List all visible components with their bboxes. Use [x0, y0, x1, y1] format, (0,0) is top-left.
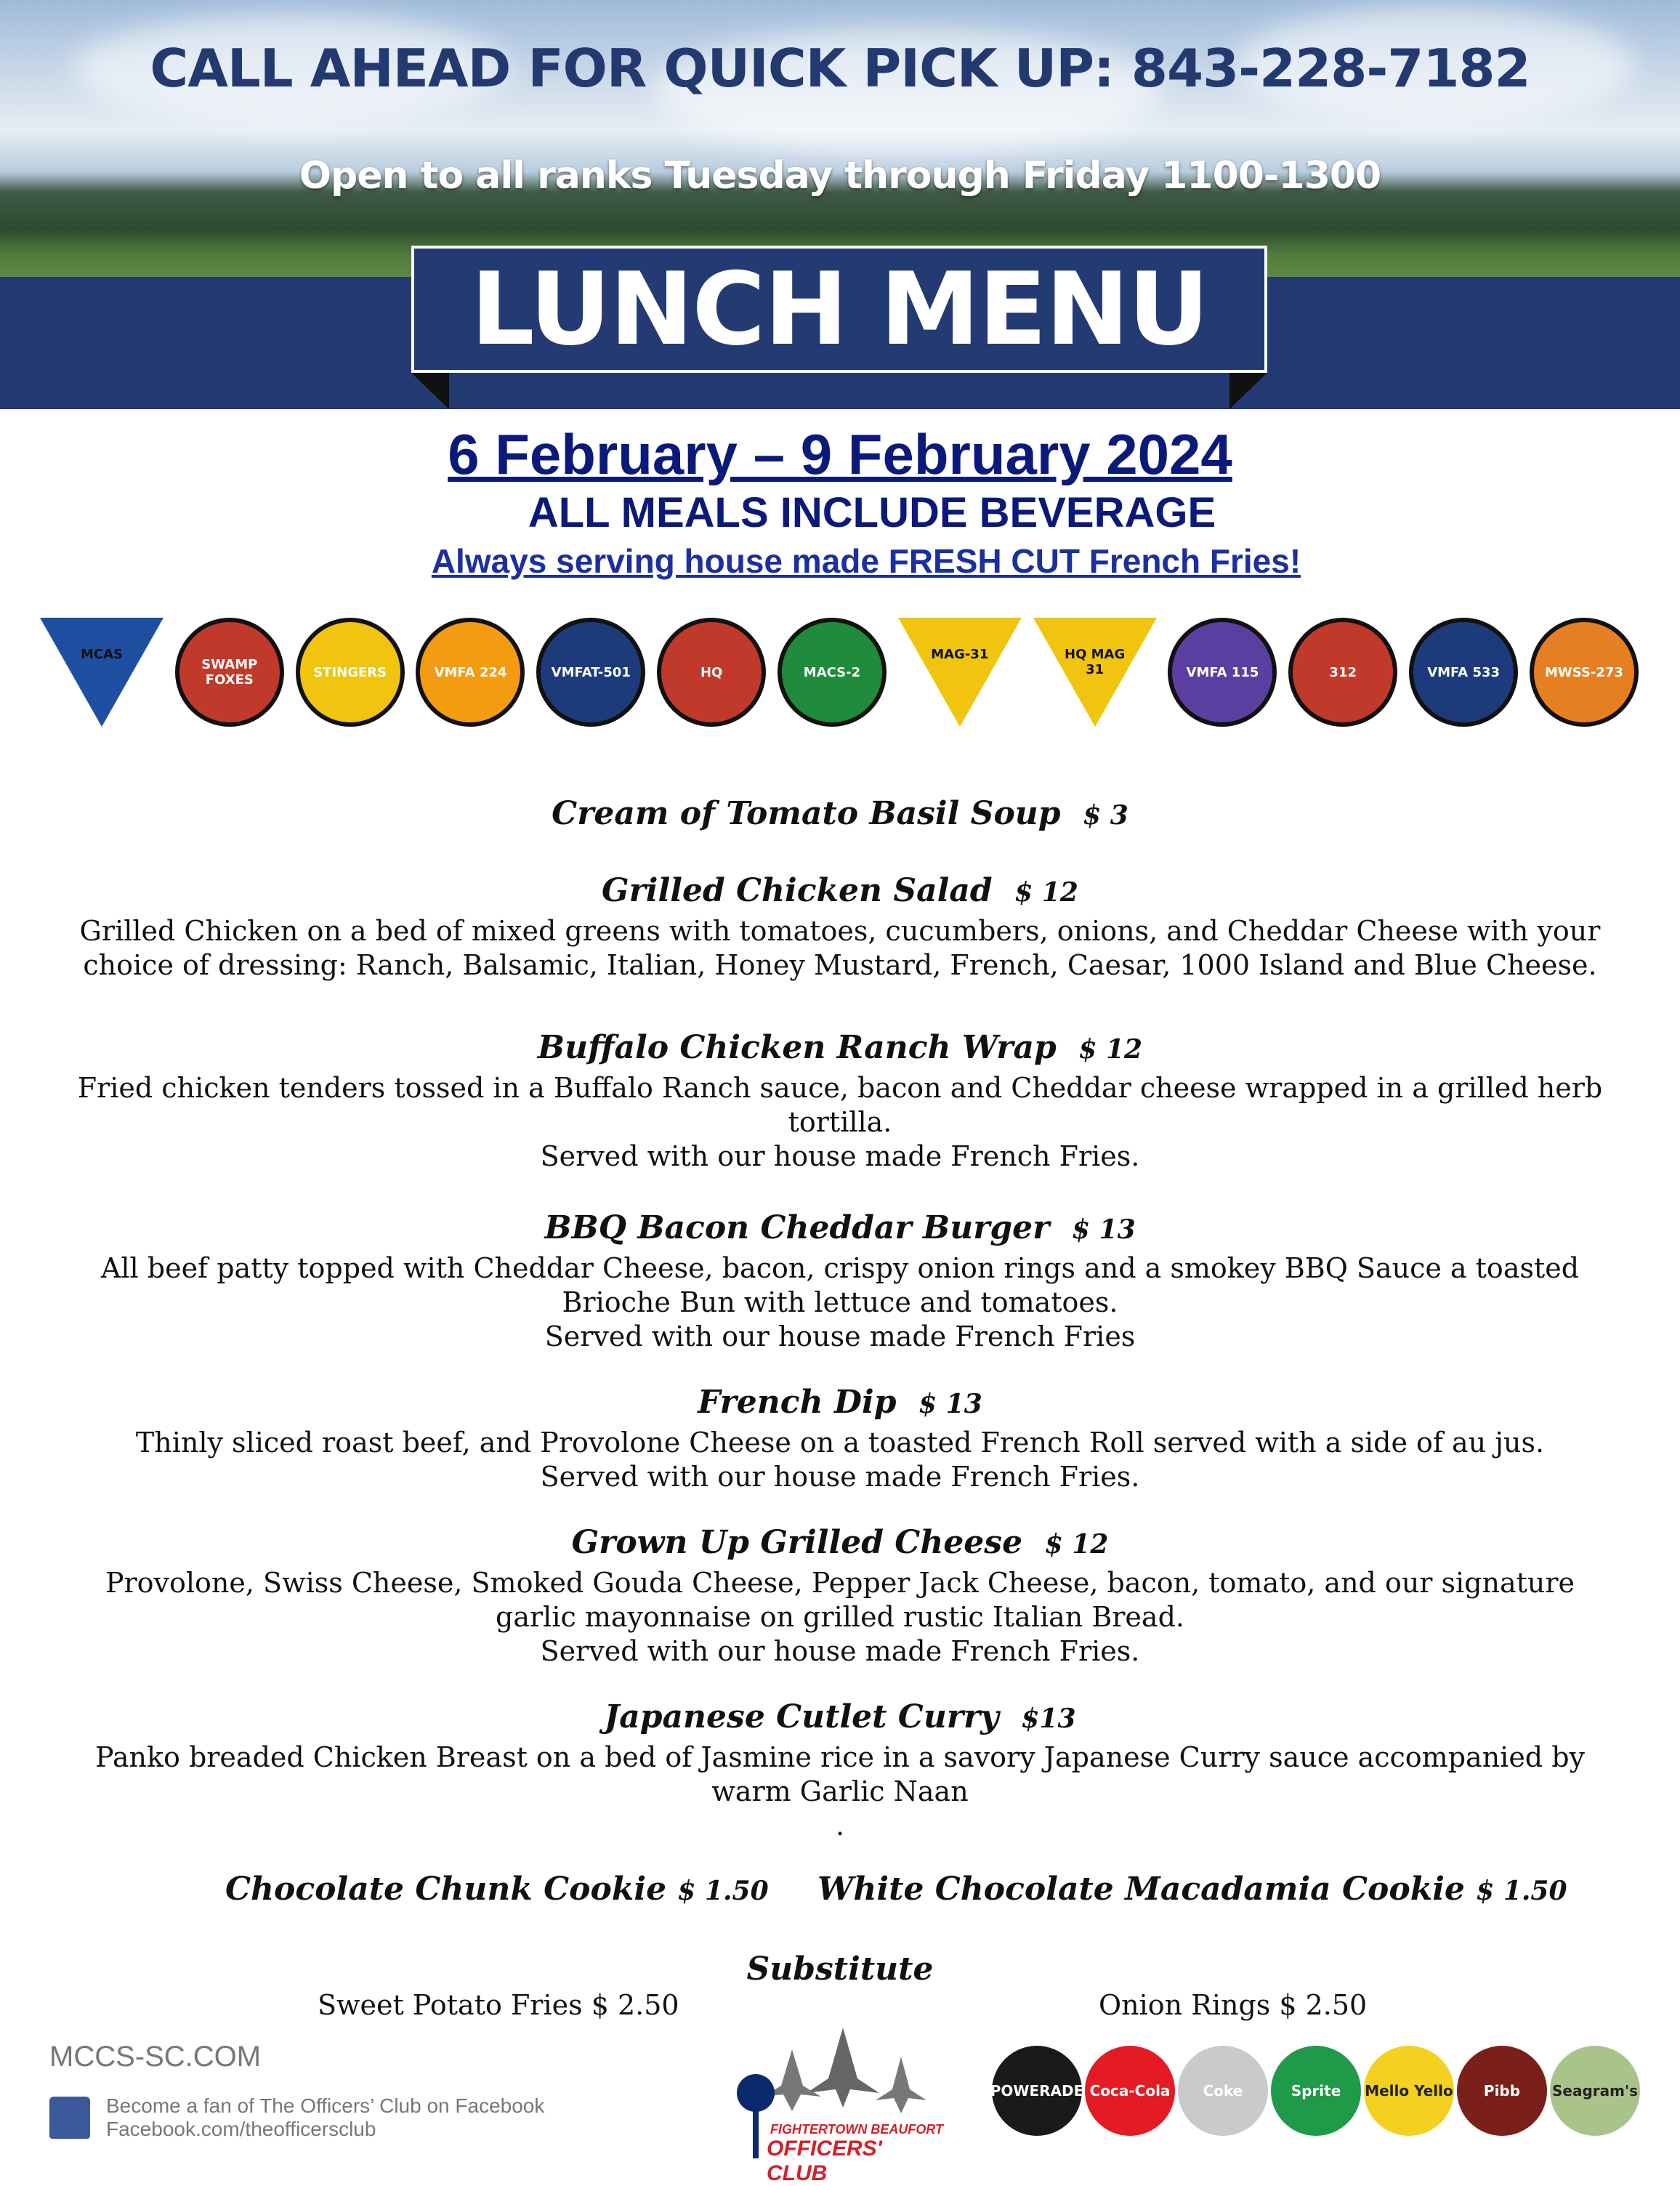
- squadron-logo: [1033, 618, 1157, 727]
- item-name: Japanese Cutlet Curry: [604, 1698, 999, 1735]
- logo-label: MACS-2: [803, 664, 861, 680]
- item-name: Buffalo Chicken Ranch Wrap: [537, 1029, 1057, 1066]
- item-description-line: All beef patty topped with Cheddar Cheese, bacon, crispy onion rings and a smokey BBQ Sauce a toasted: [100, 1252, 1580, 1284]
- squadron-logo: [898, 618, 1022, 727]
- item-description-line: warm Garlic Naan: [711, 1775, 969, 1807]
- menu-item: [44, 1026, 1636, 1174]
- officers-club-logo: [734, 2028, 945, 2185]
- logo-label: MCAS: [80, 647, 124, 662]
- squadron-logo: [1288, 618, 1397, 727]
- logo-label: MWSS-273: [1544, 664, 1623, 680]
- item-name: Grown Up Grilled Cheese: [571, 1524, 1023, 1561]
- fb-line2: Facebook.com/theofficersclub: [106, 2118, 376, 2140]
- item-description-line: Served with our house made French Fries: [544, 1320, 1136, 1352]
- logo-label: SWAMP FOXES: [201, 657, 258, 687]
- call-ahead-text: CALL AHEAD FOR QUICK PICK UP: 843-228-7182: [150, 38, 1530, 99]
- menu-item: [44, 1521, 1636, 1669]
- drink-logo: Pibb: [1457, 2046, 1547, 2136]
- item-price: $ 13: [918, 1389, 982, 1419]
- item-name: French Dip: [698, 1384, 897, 1421]
- menu-item-title: [44, 869, 1636, 914]
- cookie-item: Chocolate Chunk Cookie $ 1.50: [225, 1871, 769, 1908]
- item-description-line: Fried chicken tenders tossed in a Buffalo Ranch sauce, bacon and Cheddar cheese wrapped in a grilled herb: [77, 1072, 1603, 1104]
- menu-item-title: [44, 1206, 1636, 1251]
- squadron-logo: [1530, 618, 1639, 727]
- item-price: $ 12: [1014, 877, 1078, 908]
- item-description-line: Thinly sliced roast beef, and Provolone Cheese on a toasted French Roll served with a side of au jus.: [135, 1427, 1545, 1459]
- menu-item: [44, 869, 1636, 983]
- item-description-line: .: [835, 1810, 845, 1842]
- date-range: 6 February – 9 February 2024: [448, 422, 1232, 486]
- item-price: $ 13: [1071, 1214, 1136, 1245]
- squadron-logo: [1168, 618, 1277, 727]
- facebook-promo[interactable]: [49, 2094, 544, 2141]
- thumbs-up-icon: [49, 2097, 90, 2139]
- page-title: LUNCH MENU: [470, 251, 1208, 368]
- drink-logo: Mello Yello: [1364, 2046, 1454, 2136]
- logo-label: STINGERS: [313, 664, 387, 680]
- squadron-logo: [657, 618, 766, 727]
- title-ribbon: [411, 246, 1267, 373]
- squadron-logo: [536, 618, 645, 727]
- squadron-logo: [175, 618, 284, 727]
- logo-label: VMFA 533: [1427, 664, 1501, 680]
- menu-item-title: [44, 1381, 1636, 1426]
- squadron-logo: [1409, 618, 1518, 727]
- menu-item-title: [44, 1521, 1636, 1566]
- item-name: BBQ Bacon Cheddar Burger: [544, 1209, 1050, 1246]
- item-price: $ 12: [1044, 1529, 1109, 1560]
- item-description-line: Served with our house made French Fries.: [540, 1140, 1140, 1172]
- beverage-logos: [992, 2046, 1640, 2136]
- item-description-line: choice of dressing: Ranch, Balsamic, Italian, Honey Mustard, French, Caesar, 1000 Island and Blue Cheese.: [83, 949, 1597, 981]
- hours-text: Open to all ranks Tuesday through Friday 1100-1300: [299, 154, 1381, 198]
- squadron-logo: [416, 618, 525, 727]
- menu-item: [44, 1206, 1636, 1354]
- item-name: Grilled Chicken Salad: [602, 872, 993, 909]
- fb-line1: Become a fan of The Officers’ Club on Facebook: [106, 2094, 545, 2117]
- side-onion-rings: Onion Rings $ 2.50: [1099, 1989, 1368, 2021]
- item-price: $13: [1021, 1703, 1076, 1734]
- fries-note: Always serving house made FRESH CUT French Fries!: [431, 542, 1301, 580]
- item-price: $ 3: [1083, 800, 1128, 831]
- logo-label: 312: [1329, 664, 1357, 680]
- item-description-line: garlic mayonnaise on grilled rustic Italian Bread.: [496, 1601, 1184, 1633]
- logo-label: VMFA 224: [434, 664, 507, 680]
- drink-logo: Coca-Cola: [1085, 2046, 1175, 2136]
- drink-logo: POWERADE: [992, 2046, 1082, 2136]
- item-description-line: Served with our house made French Fries.: [540, 1635, 1140, 1667]
- menu-item-title: [44, 792, 1636, 837]
- menu-item: [44, 792, 1636, 837]
- item-description-line: Provolone, Swiss Cheese, Smoked Gouda Cheese, Pepper Jack Cheese, bacon, tomato, and our signature: [105, 1567, 1575, 1599]
- squadron-logo: [778, 618, 887, 727]
- menu-item: [44, 1695, 1636, 1843]
- ribbon-fold-right: [1229, 373, 1267, 409]
- logo-label: MAG-31: [931, 647, 989, 662]
- ribbon-fold-left: [411, 373, 449, 409]
- item-name: Cream of Tomato Basil Soup: [552, 795, 1061, 832]
- item-description-line: tortilla.: [788, 1106, 892, 1138]
- item-description-line: Served with our house made French Fries.: [540, 1461, 1140, 1493]
- squadron-logos-row: [40, 607, 1639, 738]
- squadron-logo: [40, 618, 163, 727]
- drink-logo: Coke: [1178, 2046, 1268, 2136]
- website-link[interactable]: MCCS-SC.COM: [49, 2041, 262, 2073]
- menu-item-title: [44, 1026, 1636, 1071]
- logo-label: HQ MAG 31: [1065, 647, 1126, 677]
- club-line1: FIGHTERTOWN BEAUFORT: [770, 2122, 943, 2137]
- club-line2: OFFICERS' CLUB: [767, 2137, 882, 2185]
- drink-logo: Seagram's: [1550, 2046, 1640, 2136]
- item-description-line: Grilled Chicken on a bed of mixed greens with tomatoes, cucumbers, onions, and Cheddar Cheese with your: [79, 915, 1601, 947]
- item-description-line: Brioche Bun with lettuce and tomatoes.: [562, 1286, 1118, 1318]
- substitute-heading: Substitute: [746, 1951, 934, 1988]
- logo-label: VMFAT-501: [551, 664, 631, 680]
- menu-item-title: [44, 1695, 1636, 1741]
- logo-label: HQ: [700, 664, 723, 680]
- squadron-logo: [296, 618, 405, 727]
- drink-logo: Sprite: [1271, 2046, 1361, 2136]
- item-description-line: Panko breaded Chicken Breast on a bed of Jasmine rice in a savory Japanese Curry sauce accompanied by: [94, 1741, 1586, 1773]
- item-price: $ 12: [1078, 1034, 1143, 1065]
- side-sweet-potato-fries: Sweet Potato Fries $ 2.50: [318, 1989, 679, 2021]
- logo-label: VMFA 115: [1186, 664, 1259, 680]
- beverage-note: ALL MEALS INCLUDE BEVERAGE: [528, 489, 1216, 536]
- cookie-item: White Chocolate Macadamia Cookie $ 1.50: [817, 1871, 1567, 1908]
- menu-item: [44, 1381, 1636, 1494]
